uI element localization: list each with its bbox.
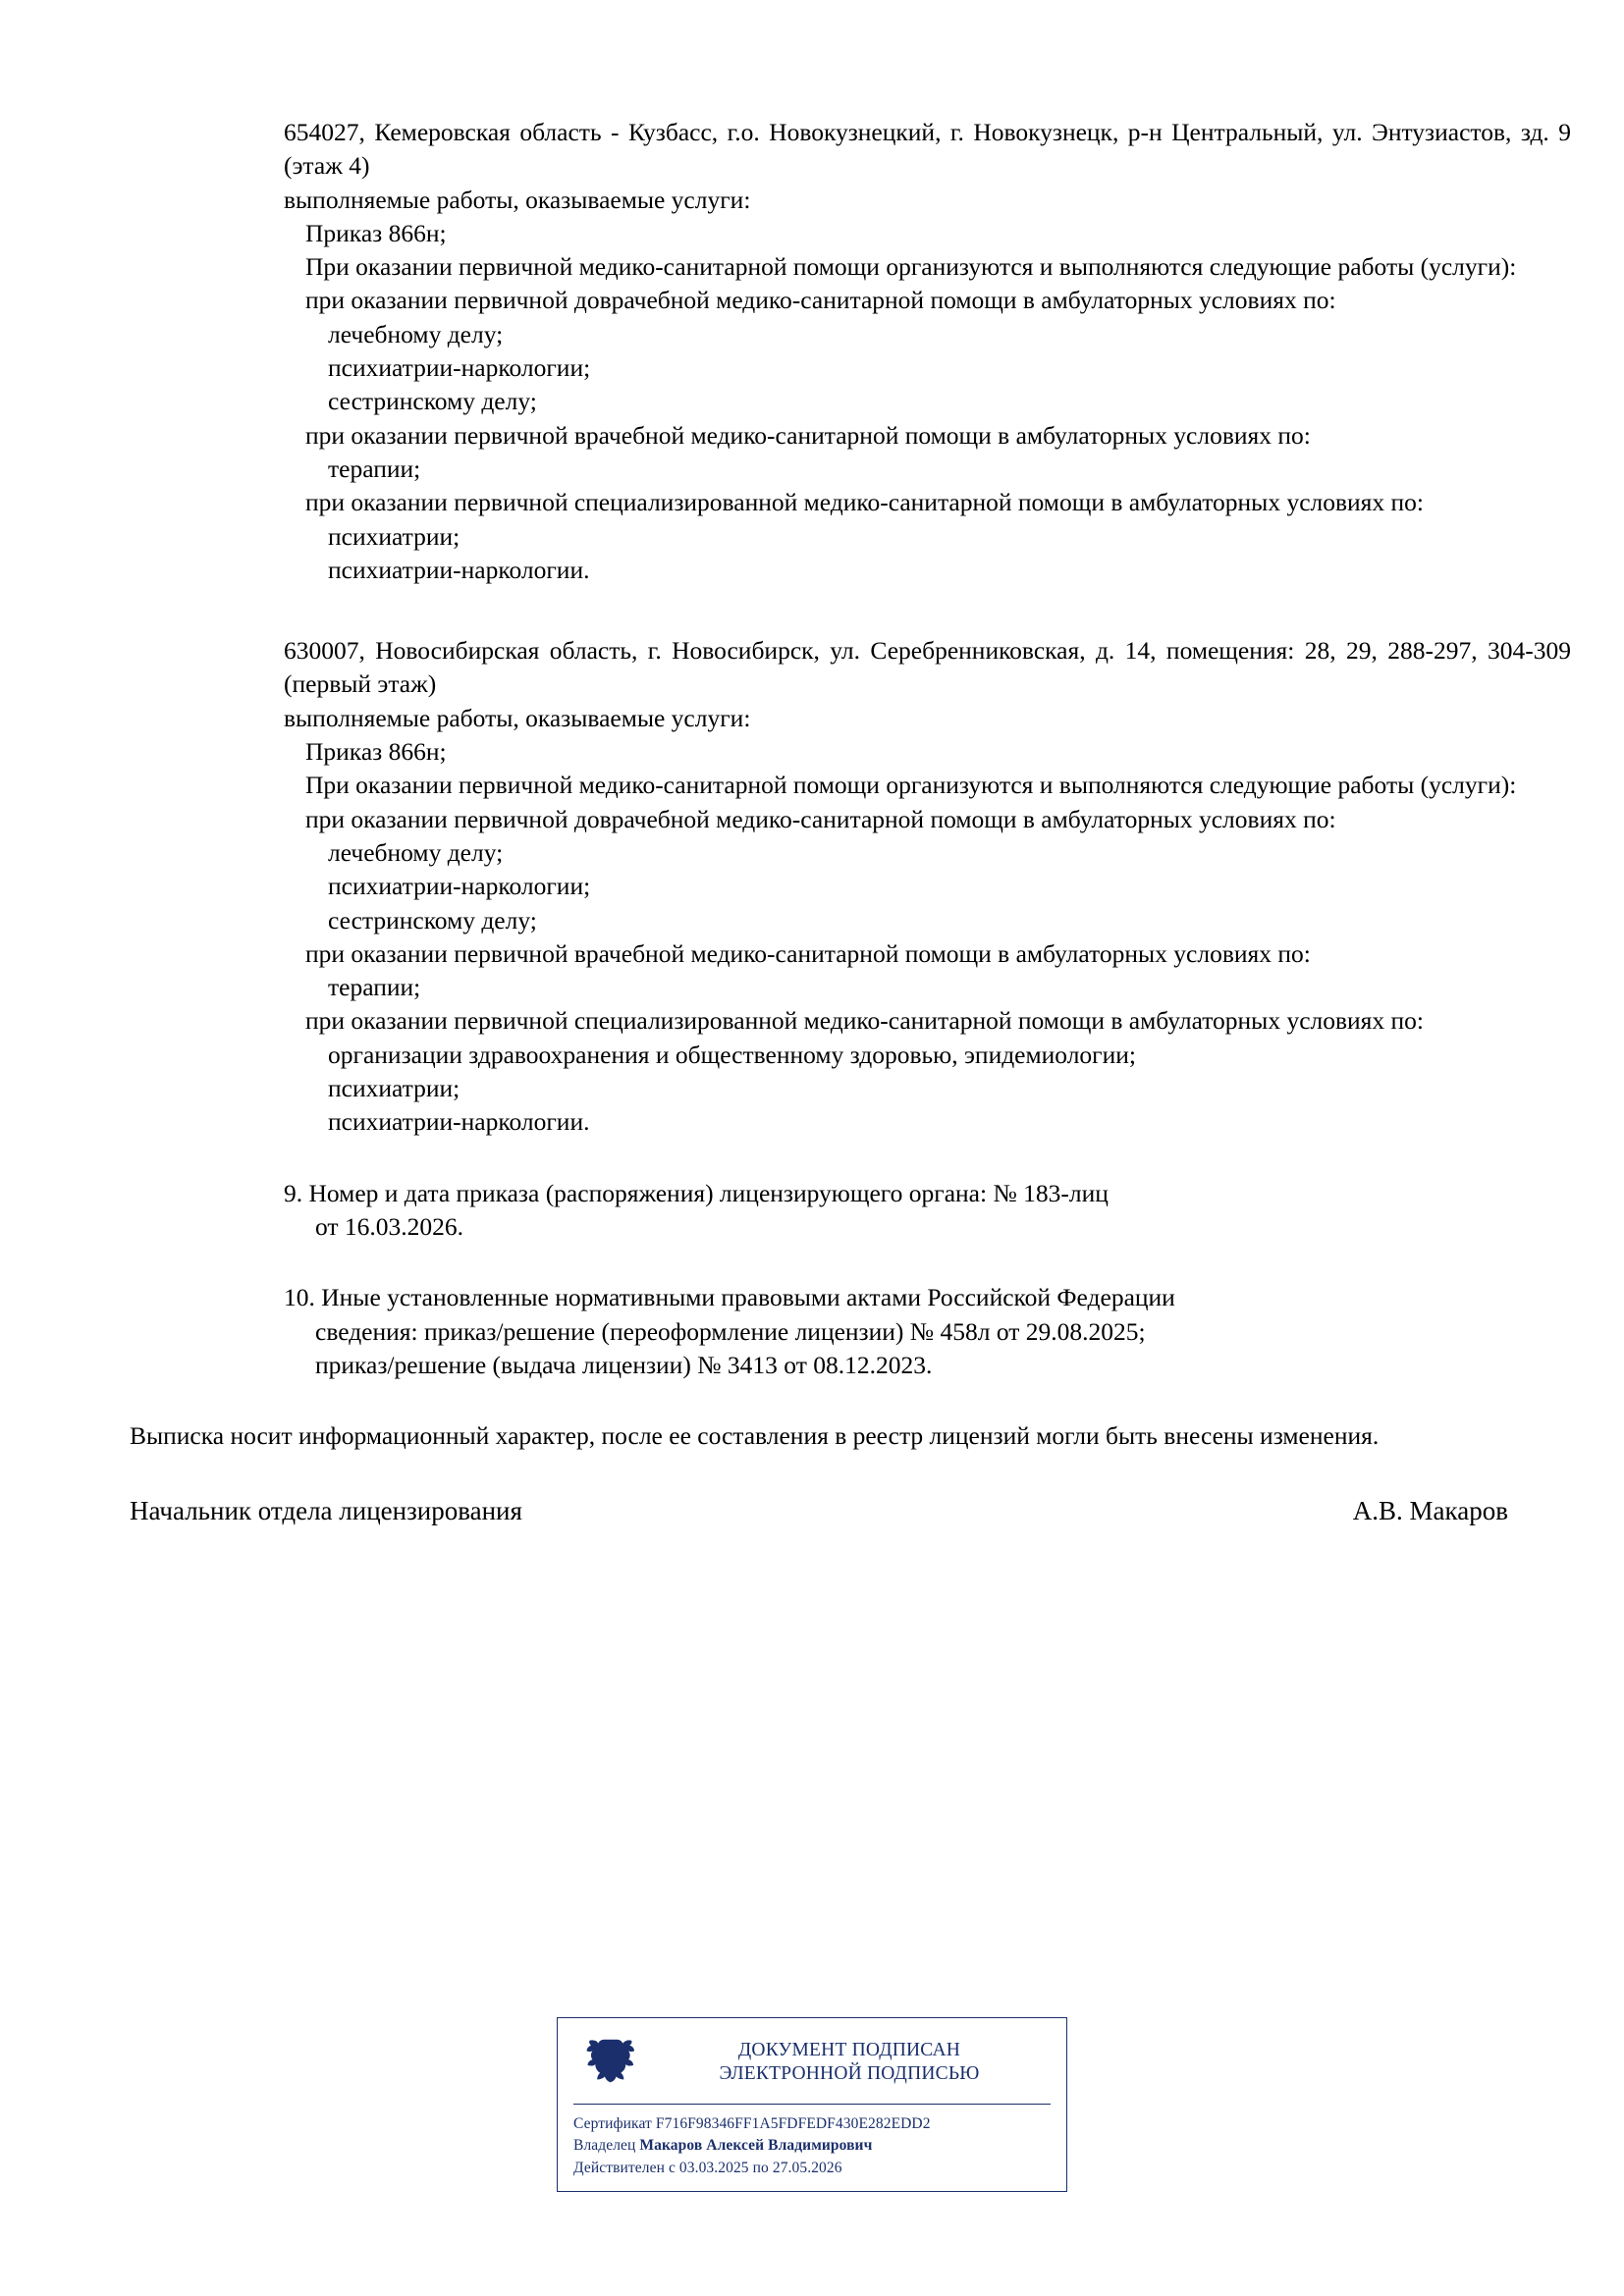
- service-item: психиатрии;: [328, 521, 460, 551]
- section-spacer: [192, 1140, 1571, 1177]
- works-header: выполняемые работы, оказываемые услуги:: [284, 703, 751, 732]
- license-address-block-1: [192, 116, 1571, 587]
- clause-9: [192, 1177, 1571, 1245]
- document-content: [130, 116, 1571, 1526]
- works-header: выполняемые работы, оказываемые услуги:: [284, 185, 751, 214]
- stamp-validity: Действителен с 03.03.2025 по 27.05.2026: [573, 2159, 842, 2176]
- address-text: 654027, Кемеровская область - Кузбасс, г.о. Новокузнецкий, г. Новокузнецк, р-н Центральный, ул. Энтузиастов, зд. 9 (этаж 4): [284, 118, 1571, 181]
- signature-row: [130, 1496, 1508, 1526]
- service-item: психиатрии-наркологии;: [328, 353, 591, 383]
- stamp-certificate: [573, 2113, 1051, 2135]
- signer-name: А.В. Макаров: [1352, 1496, 1508, 1526]
- electronic-signature-stamp: [0, 2017, 1624, 2192]
- service-item: психиатрии-наркологии.: [328, 1107, 590, 1137]
- service-group-title: при оказании первичной врачебной медико-санитарной помощи в амбулаторных условиях по:: [305, 938, 1311, 968]
- clause-10: [192, 1281, 1571, 1382]
- signer-position: Начальник отдела лицензирования: [130, 1496, 522, 1526]
- service-group-title: при оказании первичной доврачебной медико-санитарной помощи в амбулаторных условиях по:: [305, 804, 1336, 833]
- section-spacer: [192, 587, 1571, 634]
- stamp-title: [648, 2039, 1051, 2086]
- service-item: терапии;: [328, 973, 421, 1002]
- stamp-title-line-1: ДОКУМЕНТ ПОДПИСАН: [737, 2040, 961, 2061]
- stamp-header: [573, 2032, 1051, 2093]
- stamp-certificate-value: F716F98346FF1A5FDFEDF430E282EDD2: [655, 2115, 931, 2132]
- service-item: психиатрии-наркологии;: [328, 872, 591, 901]
- service-item: психиатрии-наркологии.: [328, 555, 590, 584]
- service-item: лечебному делу;: [328, 319, 504, 348]
- double-headed-eagle-icon: [573, 2032, 634, 2093]
- order-number: Приказ 866н;: [305, 218, 447, 247]
- service-group-title: при оказании первичной специализированной медико-санитарной помощи в амбулаторных условиях по:: [305, 488, 1425, 517]
- license-address-block-2: [192, 634, 1571, 1139]
- clause-10-line-1: 10. Иные установленные нормативными правовыми актами Российской Федерации: [284, 1283, 1175, 1312]
- clause-10-line-3: приказ/решение (выдача лицензии) № 3413 от 08.12.2023.: [315, 1350, 933, 1379]
- order-number: Приказ 866н;: [305, 737, 447, 767]
- services-intro: При оказании первичной медико-санитарной помощи организуются и выполняются следующие работы (услуги):: [305, 771, 1517, 800]
- section-spacer: [192, 1244, 1571, 1281]
- service-group-title: при оказании первичной доврачебной медико-санитарной помощи в амбулаторных условиях по:: [305, 286, 1336, 315]
- stamp-certificate-label: Сертификат: [573, 2115, 652, 2132]
- stamp-box: [557, 2017, 1067, 2192]
- service-item: психиатрии;: [328, 1074, 460, 1103]
- stamp-divider: [573, 2104, 1051, 2105]
- service-group-title: при оказании первичной врачебной медико-санитарной помощи в амбулаторных условиях по:: [305, 420, 1311, 450]
- service-item: лечебному делу;: [328, 837, 504, 867]
- service-item: организации здравоохранения и общественному здоровью, эпидемиологии;: [328, 1040, 1137, 1069]
- service-item: терапии;: [328, 454, 421, 483]
- stamp-title-line-2: ЭЛЕКТРОННОЙ ПОДПИСЬЮ: [719, 2063, 980, 2084]
- stamp-owner: [573, 2135, 1051, 2157]
- stamp-owner-value: Макаров Алексей Владимирович: [639, 2137, 873, 2155]
- services-intro: При оказании первичной медико-санитарной помощи организуются и выполняются следующие работы (услуги):: [305, 252, 1517, 282]
- clause-9-line-1: 9. Номер и дата приказа (распоряжения) лицензирующего органа: № 183-лиц: [284, 1178, 1109, 1207]
- clause-10-line-2: сведения: приказ/решение (переоформление лицензии) № 458л от 29.08.2025;: [315, 1316, 1146, 1346]
- address-text: 630007, Новосибирская область, г. Новосибирск, ул. Серебренниковская, д. 14, помещения: 28, 29, 288-297, 304-309 (первый этаж): [284, 636, 1571, 699]
- service-item: сестринскому делу;: [328, 905, 537, 934]
- section-spacer: [192, 1382, 1571, 1419]
- disclaimer-note: Выписка носит информационный характер, после ее составления в реестр лицензий могли быть внесены изменения.: [130, 1421, 1380, 1451]
- clause-9-line-2: от 16.03.2026.: [315, 1211, 464, 1241]
- service-item: сестринскому делу;: [328, 387, 537, 416]
- service-group-title: при оказании первичной специализированной медико-санитарной помощи в амбулаторных условиях по:: [305, 1006, 1425, 1036]
- stamp-owner-label: Владелец: [573, 2137, 636, 2155]
